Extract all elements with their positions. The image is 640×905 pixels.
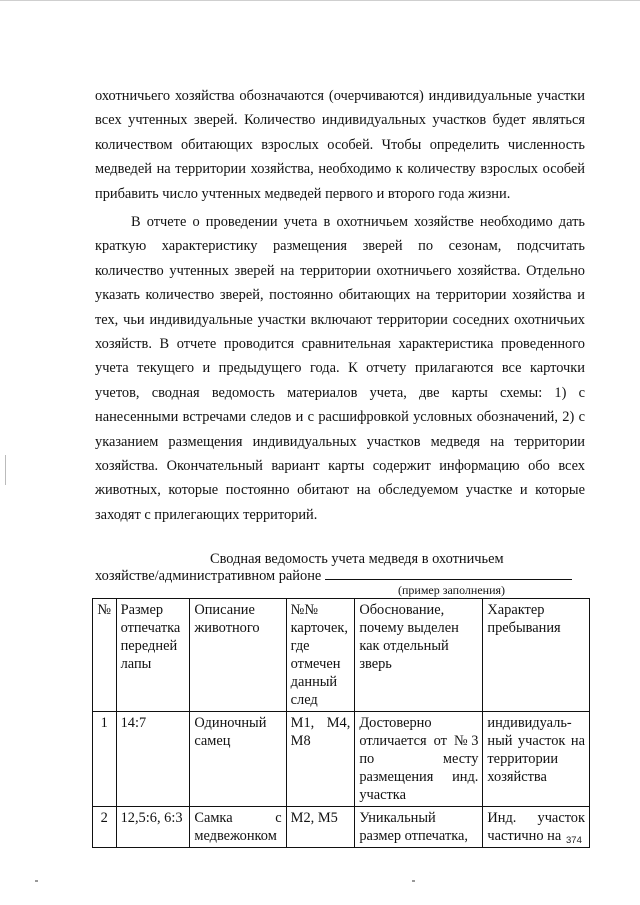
cell-paw-size: 12,5:6, 6:3 bbox=[116, 807, 190, 848]
text-line: учетов, сводная ведомость материалов учета, две карты схемы: 1) с bbox=[95, 384, 585, 401]
cell-stay-type: Инд. участок частично на bbox=[483, 807, 590, 848]
text-line: прибавить число учтенных медведей первого и второго года жизни. bbox=[95, 185, 511, 202]
text-line: хозяйств. В отчете проводится сравнительная характеристика проведенного bbox=[95, 336, 585, 353]
text-line: заходят с прилегающих территорий. bbox=[95, 506, 318, 523]
header-stay-type: Характер пребывания bbox=[483, 599, 590, 712]
header-paw-size: Размер отпечатка передней лапы bbox=[116, 599, 190, 712]
cell-cards: М1, М4, М8 bbox=[286, 712, 355, 807]
text-line: краткую характеристику размещения зверей по сезонам, подсчитать bbox=[95, 238, 585, 255]
cell-reason: Достоверно отличается от №3 по месту размещения инд. участка bbox=[355, 712, 483, 807]
cell-cards: М2, М5 bbox=[286, 807, 355, 848]
table-header-row bbox=[93, 599, 590, 712]
text-line: хозяйства. Окончательный вариант карты содержит информацию обо всех bbox=[95, 458, 585, 475]
scan-speck bbox=[35, 880, 38, 882]
cell-reason: Уникальный размер отпечатка, bbox=[355, 807, 483, 848]
cell-num: 1 bbox=[93, 712, 117, 807]
text-line: указать количество зверей, постоянно обитающих на территории хозяйства и bbox=[95, 287, 585, 304]
text-line: медведей на территории хозяйства, необходимо к количеству взрослых особей bbox=[95, 161, 585, 178]
page-number: 374 bbox=[566, 835, 582, 846]
cell-num: 2 bbox=[93, 807, 117, 848]
table-row bbox=[93, 712, 590, 807]
scan-margin-mark bbox=[5, 455, 6, 485]
text-line: количеством обитающих взрослых особей. Чтобы определить численность bbox=[95, 136, 585, 153]
header-num: № bbox=[93, 599, 117, 712]
text-line: всех учтенных зверей. Количество индивидуальных участков будет являться bbox=[95, 112, 585, 129]
text-line: учета текущего и предыдущего года. К отчету прилагаются все карточки bbox=[95, 360, 585, 377]
top-rule bbox=[0, 0, 640, 1]
header-reason: Обоснование, почему выделен как отдельный зверь bbox=[355, 599, 483, 712]
text-line: указанием размещения индивидуальных участков медведя на территории bbox=[95, 433, 585, 450]
summary-table bbox=[92, 598, 590, 848]
paragraph-1 bbox=[95, 84, 585, 206]
header-cards: №№ карточек, где отмечен данный след bbox=[286, 599, 355, 712]
paragraph-2 bbox=[95, 210, 585, 527]
text-line: нанесенными встречами следов и с расшифровкой условных обозначений, 2) с bbox=[95, 409, 585, 426]
text-line: количество учтенных зверей на территории охотничьего хозяйства. Отдельно bbox=[95, 262, 585, 279]
table-row bbox=[93, 807, 590, 848]
text-line: охотничьего хозяйства обозначаются (очерчиваются) индивидуальные участки bbox=[95, 88, 585, 104]
fill-in-blank bbox=[325, 567, 572, 580]
header-description: Описание животного bbox=[190, 599, 286, 712]
cell-description: Одиночный самец bbox=[190, 712, 286, 807]
cell-description: Самка с медвежонком bbox=[190, 807, 286, 848]
table-title: Сводная ведомость учета медведя в охотничьем bbox=[210, 551, 504, 567]
text-line: животных, которые постоянно обитают на обследуемом участке и которые bbox=[95, 482, 585, 499]
cell-stay-type: индивидуаль-ный участок на территории хозяйства bbox=[483, 712, 590, 807]
table-title-text: хозяйстве/административном районе bbox=[95, 568, 322, 584]
cell-paw-size: 14:7 bbox=[116, 712, 190, 807]
sample-note: (пример заполнения) bbox=[398, 583, 506, 597]
text-line: тех, чьи индивидуальные участки включают территории соседних охотничьих bbox=[95, 311, 585, 328]
scan-speck bbox=[412, 880, 415, 882]
text-line: В отчете о проведении учета в охотничьем хозяйстве необходимо дать bbox=[131, 214, 585, 230]
